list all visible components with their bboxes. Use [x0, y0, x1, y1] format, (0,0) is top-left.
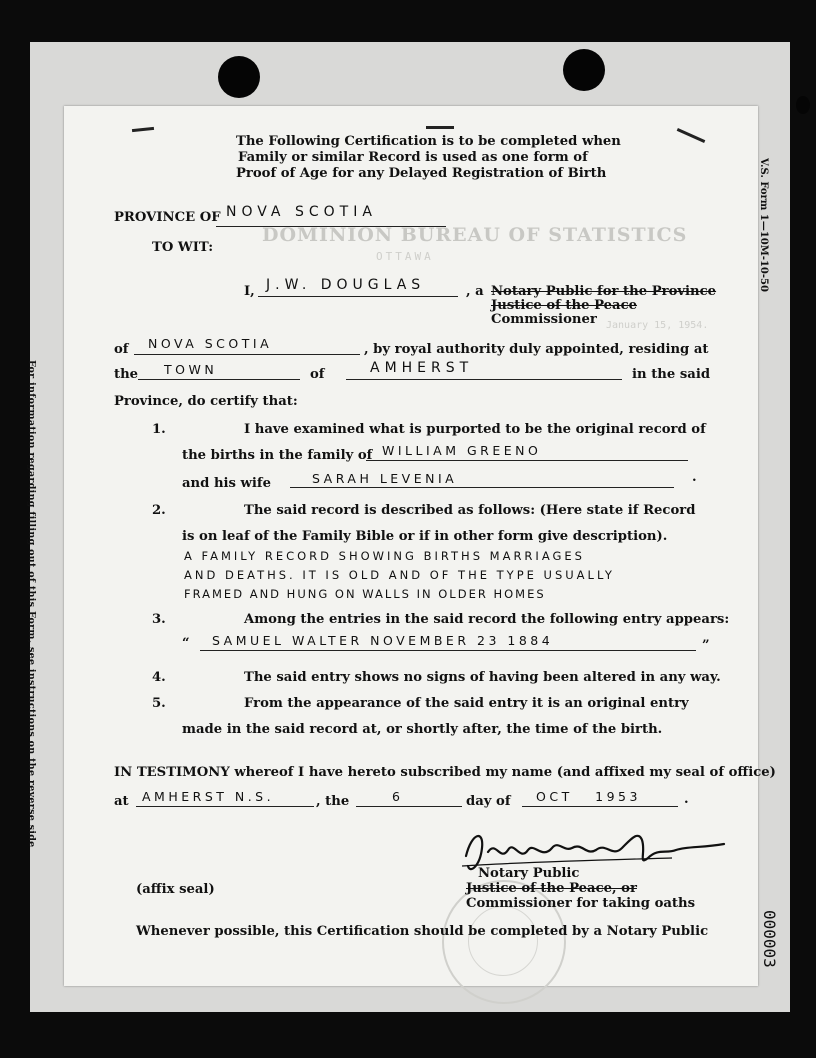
seal-stamp-inner	[468, 906, 538, 976]
ghost-date: January 15, 1954.	[606, 320, 709, 331]
sign-commissioner: Commissioner for taking oaths	[466, 896, 696, 911]
item-3-text: Among the entries in the said record the following entry appears:	[244, 612, 730, 627]
family-line	[366, 460, 688, 461]
at-value: AMHERST N.S.	[142, 789, 275, 804]
description-line-1: A FAMILY RECORD SHOWING BIRTHS MARRIAGES	[184, 549, 585, 563]
wife-line	[290, 487, 674, 488]
header-line-2: Family or similar Record is used as one form of	[238, 150, 588, 165]
in-said-text: in the said	[632, 367, 711, 382]
entry-line	[200, 650, 696, 651]
royal-authority-text: , by royal authority duly appointed, residing at	[364, 342, 709, 357]
item-5-number: 5.	[152, 696, 166, 711]
description-line-2: AND DEATHS. IT IS OLD AND OF THE TYPE USUALLY	[184, 568, 615, 582]
town-value: TOWN	[164, 362, 218, 377]
day-of-label: day of	[466, 794, 511, 809]
the-label: the	[114, 367, 139, 382]
at-label: at	[114, 794, 129, 809]
entry-value: SAMUEL WALTER NOVEMBER 23 1884	[212, 633, 554, 648]
punch-hole	[563, 49, 605, 91]
births-label: the births in the family of	[182, 448, 373, 463]
punch-hole	[218, 56, 260, 98]
ghost-bureau-heading: DOMINION BUREAU OF STATISTICS	[262, 224, 688, 246]
i-label: I,	[244, 284, 255, 299]
name-line	[258, 296, 458, 297]
header-line-1: The Following Certification is to be completed when	[236, 134, 621, 149]
punch-hole	[796, 96, 810, 114]
place-line	[346, 379, 622, 380]
a-label: , a	[466, 284, 484, 299]
of2-label: of	[310, 367, 325, 382]
family-value: WILLIAM GREENO	[382, 443, 542, 458]
period: .	[684, 792, 689, 807]
pen-mark	[426, 126, 454, 129]
item-2-number: 2.	[152, 503, 166, 518]
justice-option-struck: Justice of the Peace	[491, 298, 638, 313]
item-4-number: 4.	[152, 670, 166, 685]
item-4-text: The said entry shows no signs of having been altered in any way.	[244, 670, 721, 685]
archive-number: 000003	[760, 910, 779, 968]
item-5-text-cont: made in the said record at, or shortly after, the time of the birth.	[182, 722, 663, 737]
ghost-ottawa: OTTAWA	[376, 250, 434, 263]
of-line	[134, 354, 360, 355]
province-line	[216, 226, 446, 227]
description-line-3: FRAMED AND HUNG ON WALLS IN OLDER HOMES	[184, 587, 546, 601]
side-instructions-note: For information regarding filling out of this Form, see instructions on the reverse side	[26, 360, 37, 848]
open-quote: “	[182, 636, 190, 651]
item-1-number: 1.	[152, 422, 166, 437]
town-line	[138, 379, 300, 380]
form-header	[236, 134, 621, 182]
commissioner-option: Commissioner	[491, 312, 597, 327]
sign-notary: Notary Public	[478, 866, 580, 881]
of-value: NOVA SCOTIA	[148, 336, 273, 351]
item-2-text-cont: is on leaf of the Family Bible or if in other form give description).	[182, 529, 668, 544]
item-2-text: The said record is described as follows: (Here state if Record	[244, 503, 696, 518]
month-year-line	[522, 806, 678, 807]
of-label: of	[114, 342, 129, 357]
footer-note: Whenever possible, this Certification should be completed by a Notary Public	[136, 924, 709, 939]
item-5-text: From the appearance of the said entry it is an original entry	[244, 696, 689, 711]
province-certify-text: Province, do certify that:	[114, 394, 298, 409]
notary-option-struck: Notary Public for the Province	[491, 284, 717, 299]
to-wit-label: TO WIT:	[152, 240, 214, 255]
day-value: 6	[392, 789, 404, 804]
testimony-text: IN TESTIMONY whereof I have hereto subscribed my name (and affixed my seal of office)	[114, 765, 776, 780]
day-line	[356, 806, 462, 807]
item-3-number: 3.	[152, 612, 166, 627]
province-label: PROVINCE OF	[114, 210, 221, 225]
period: .	[692, 470, 697, 485]
affix-seal-label: (affix seal)	[136, 882, 215, 897]
wife-label: and his wife	[182, 476, 271, 491]
the-date-label: , the	[316, 794, 350, 809]
header-line-3: Proof of Age for any Delayed Registration of Birth	[236, 166, 607, 181]
sign-justice-struck: Justice of the Peace, or	[466, 881, 637, 896]
month-year-value: OCT 1953	[536, 789, 641, 804]
item-1-text: I have examined what is purported to be the original record of	[244, 422, 706, 437]
form-number: V.S. Form 1—10M-10-50	[758, 158, 769, 292]
close-quote: ”	[702, 638, 710, 653]
wife-value: SARAH LEVENIA	[312, 471, 458, 486]
certifier-name: J.W. DOUGLAS	[266, 277, 426, 293]
place-value: AMHERST	[370, 360, 474, 376]
province-value: NOVA SCOTIA	[226, 204, 377, 220]
at-line	[136, 806, 314, 807]
